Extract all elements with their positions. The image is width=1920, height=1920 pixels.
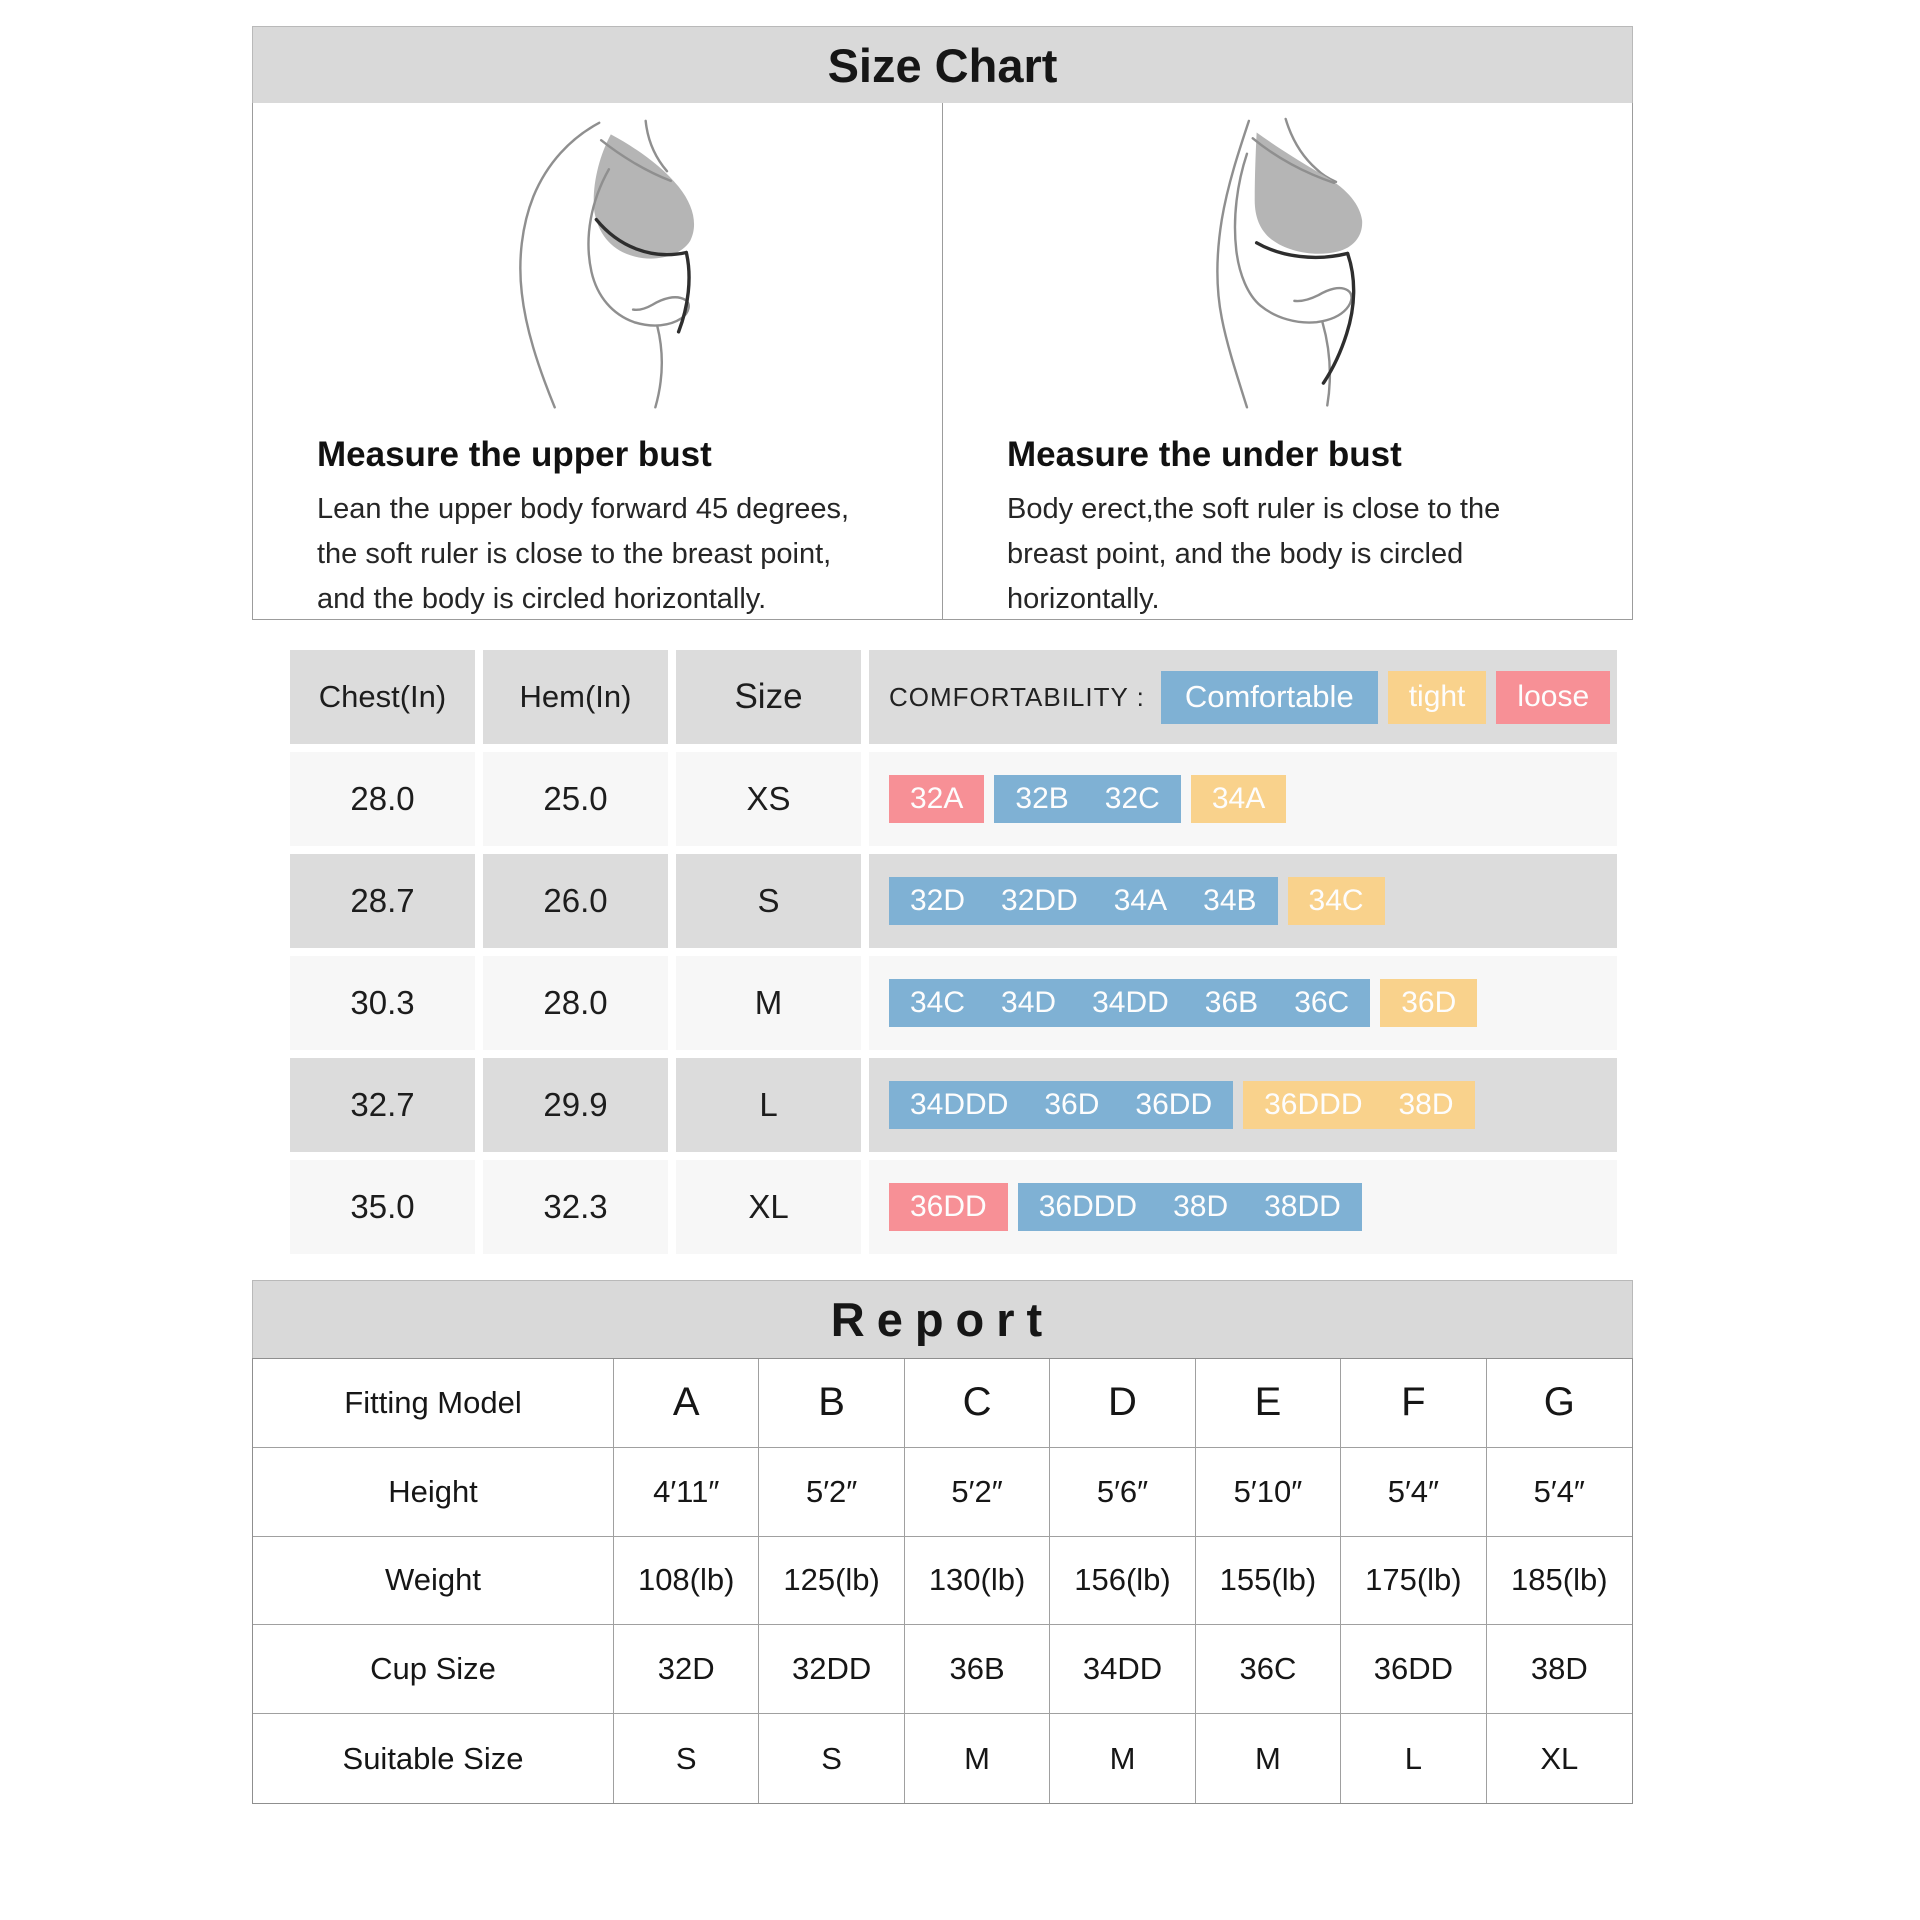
height-value: 5′2″	[905, 1448, 1050, 1537]
report-row-label: Suitable Size	[253, 1714, 614, 1803]
size-value: XS	[676, 752, 861, 846]
comfortability-legend	[869, 650, 1617, 744]
size-chart-title-bar	[252, 26, 1633, 104]
comfort-badges-xs	[869, 752, 1617, 846]
weight-value: 155(lb)	[1196, 1537, 1341, 1626]
cup-size-value: 34DD	[1050, 1625, 1195, 1714]
cup-size-value: 32DD	[759, 1625, 904, 1714]
fitting-model-value: B	[759, 1359, 904, 1448]
comfort-badges-xl	[869, 1160, 1617, 1254]
measure-panels	[252, 103, 1633, 620]
cup-size-value: 38D	[1487, 1625, 1632, 1714]
cup-size-value: 36DD	[1341, 1625, 1486, 1714]
comfortability-label: COMFORTABILITY :	[889, 681, 1145, 712]
height-value: 4′11″	[614, 1448, 759, 1537]
weight-value: 130(lb)	[905, 1537, 1050, 1626]
fitting-model-value: C	[905, 1359, 1050, 1448]
comfort-badges-s	[869, 854, 1617, 948]
chest-value: 28.7	[290, 854, 475, 948]
under-bust-text-line: breast point, and the body is circled	[1007, 538, 1464, 570]
weight-value: 185(lb)	[1487, 1537, 1632, 1626]
col-header-chest: Chest(In)	[290, 650, 475, 744]
upper-bust-text-line: and the body is circled horizontally.	[317, 583, 767, 615]
cup-size-value: 36C	[1196, 1625, 1341, 1714]
measure-upper-bust-panel	[253, 103, 942, 619]
under-bust-text-line: Body erect,the soft ruler is close to the	[1007, 493, 1501, 525]
fitting-model-value: D	[1050, 1359, 1195, 1448]
comfort-badges-l	[869, 1058, 1617, 1152]
suitable-size-value: S	[614, 1714, 759, 1803]
report-row-label: Weight	[253, 1537, 614, 1626]
chest-value: 30.3	[290, 956, 475, 1050]
cup-badge-comfortable: 32D 32DD 34A 34B	[889, 877, 1278, 925]
cup-badge-tight: 34A	[1191, 775, 1286, 823]
size-value: L	[676, 1058, 861, 1152]
hem-value: 28.0	[483, 956, 668, 1050]
comfort-badges-m	[869, 956, 1617, 1050]
cup-badge-tight: 36DDD 38D	[1243, 1081, 1474, 1129]
report-table	[252, 1358, 1633, 1804]
suitable-size-value: M	[905, 1714, 1050, 1803]
report-title-bar	[252, 1280, 1633, 1358]
fitting-model-value: E	[1196, 1359, 1341, 1448]
weight-value: 156(lb)	[1050, 1537, 1195, 1626]
size-table	[290, 650, 1617, 1254]
weight-value: 108(lb)	[614, 1537, 759, 1626]
hem-value: 25.0	[483, 752, 668, 846]
suitable-size-value: XL	[1540, 1740, 1579, 1776]
upper-bust-heading: Measure the upper bust	[317, 435, 712, 474]
size-value: S	[676, 854, 861, 948]
report-title: Report	[830, 1293, 1055, 1346]
fitting-model-value: G	[1487, 1359, 1632, 1448]
chest-value: 35.0	[290, 1160, 475, 1254]
cup-badge-loose: 32A	[889, 775, 984, 823]
col-header-size: Size	[676, 650, 861, 744]
upper-bust-text-line: Lean the upper body forward 45 degrees,	[317, 493, 850, 525]
height-value: 5′2″	[759, 1448, 904, 1537]
report-row-label: Height	[253, 1448, 614, 1537]
hem-value: 26.0	[483, 854, 668, 948]
fitting-model-value: A	[614, 1359, 759, 1448]
cup-badge-comfortable: 34DDD 36D 36DD	[889, 1081, 1233, 1129]
height-value: 5′4″	[1487, 1448, 1632, 1537]
weight-value: 175(lb)	[1341, 1537, 1486, 1626]
suitable-size-value: M	[1196, 1714, 1341, 1803]
cup-badge-comfortable: 34C 34D 34DD 36B 36C	[889, 979, 1370, 1027]
cup-badge-tight: 34C	[1288, 877, 1385, 925]
under-bust-text-line: horizontally.	[1007, 583, 1160, 615]
chest-value: 28.0	[290, 752, 475, 846]
size-value: XL	[676, 1160, 861, 1254]
cup-size-value: 36B	[905, 1625, 1050, 1714]
legend-badge-comfortable: Comfortable	[1161, 671, 1378, 724]
fitting-model-value: F	[1341, 1359, 1486, 1448]
legend-badge-tight: tight	[1388, 671, 1487, 724]
suitable-size-value: S	[759, 1714, 904, 1803]
cup-badge-comfortable: 36DDD 38D 38DD	[1018, 1183, 1362, 1231]
size-chart-title: Size Chart	[827, 38, 1058, 92]
chest-value: 32.7	[290, 1058, 475, 1152]
height-value: 5′6″	[1050, 1448, 1195, 1537]
under-bust-figure-illustration	[1007, 117, 1576, 419]
size-value: M	[676, 956, 861, 1050]
under-bust-figure-svg	[1156, 117, 1427, 417]
cup-badge-tight: 36D	[1380, 979, 1477, 1027]
height-value: 5′4″	[1341, 1448, 1486, 1537]
upper-bust-figure-illustration	[317, 117, 886, 419]
legend-badge-loose: loose	[1496, 671, 1610, 724]
weight-value: 125(lb)	[759, 1537, 904, 1626]
col-header-hem: Hem(In)	[483, 650, 668, 744]
measure-under-bust-panel	[942, 103, 1632, 619]
cup-badge-loose: 36DD	[889, 1183, 1008, 1231]
upper-bust-figure-svg	[456, 117, 746, 417]
upper-bust-text-line: the soft ruler is close to the breast point,	[317, 538, 832, 570]
hem-value: 32.3	[483, 1160, 668, 1254]
suitable-size-value: M	[1050, 1714, 1195, 1803]
under-bust-heading: Measure the under bust	[1007, 435, 1402, 474]
suitable-size-value: L	[1341, 1714, 1486, 1803]
cup-size-value: 32D	[614, 1625, 759, 1714]
report-row-label: Cup Size	[253, 1625, 614, 1714]
report-row-label: Fitting Model	[253, 1359, 614, 1448]
hem-value: 29.9	[483, 1058, 668, 1152]
cup-badge-comfortable: 32B 32C	[994, 775, 1180, 823]
height-value: 5′10″	[1196, 1448, 1341, 1537]
